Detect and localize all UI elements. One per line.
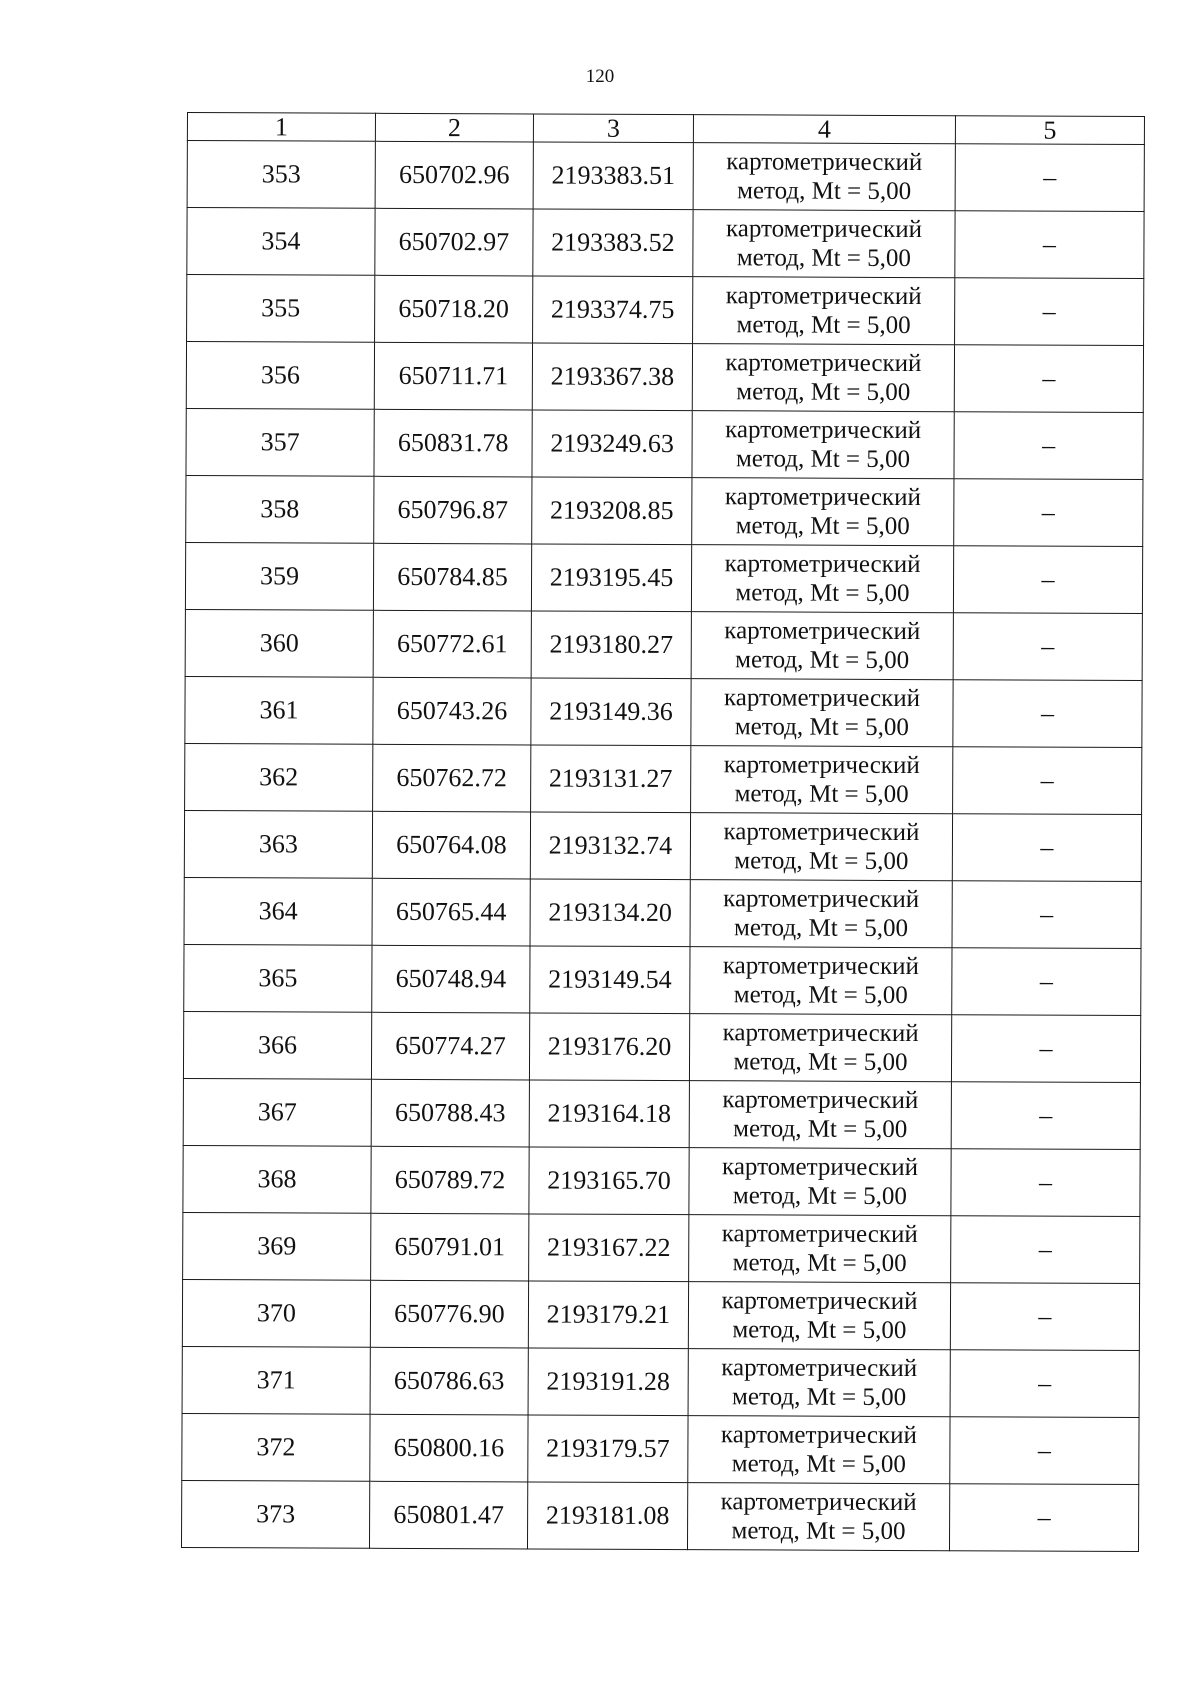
header-cell-4: 4 <box>693 115 955 144</box>
method-cell <box>691 679 953 747</box>
method-cell <box>691 545 953 613</box>
point-number-cell: 371 <box>182 1346 370 1414</box>
method-cell <box>692 344 954 412</box>
point-number-cell: 357 <box>186 408 374 476</box>
header-row <box>187 113 1144 145</box>
y-coordinate-cell: 2193179.21 <box>528 1281 688 1349</box>
method-accuracy-text: метод, Mt = 5,00 <box>733 1115 908 1144</box>
point-number-cell: 366 <box>183 1011 371 1079</box>
method-name-text: картометрический <box>725 349 922 378</box>
y-coordinate-cell: 2193179.57 <box>528 1415 688 1483</box>
point-number-cell: 368 <box>183 1145 371 1213</box>
point-number-cell: 367 <box>183 1078 371 1146</box>
header-cell-3: 3 <box>533 114 693 143</box>
y-coordinate-cell: 2193374.75 <box>533 276 693 344</box>
method-accuracy-text: метод, Mt = 5,00 <box>735 445 911 474</box>
x-coordinate-cell: 650788.43 <box>371 1079 529 1147</box>
page-number: 120 <box>585 66 615 87</box>
x-coordinate-cell: 650776.90 <box>370 1280 528 1348</box>
description-cell: – <box>954 479 1143 547</box>
point-number-cell: 358 <box>186 475 374 543</box>
point-number-cell: 362 <box>185 743 373 811</box>
table-row <box>186 475 1143 546</box>
x-coordinate-cell: 650764.08 <box>372 811 530 879</box>
method-accuracy-text: метод, Mt = 5,00 <box>733 914 909 943</box>
method-cell <box>688 1349 950 1417</box>
point-number-cell: 354 <box>187 208 375 276</box>
x-coordinate-cell: 650784.85 <box>373 543 531 611</box>
method-name-text: картометрический <box>724 617 921 646</box>
table-row <box>182 1413 1139 1484</box>
description-cell: – <box>953 613 1142 681</box>
table-row <box>183 1078 1140 1149</box>
description-cell: – <box>953 680 1142 748</box>
method-name-text: картометрический <box>725 215 923 244</box>
method-accuracy-text: метод, Mt = 5,00 <box>736 378 911 407</box>
x-coordinate-cell: 650702.96 <box>375 141 533 209</box>
x-coordinate-cell: 650796.87 <box>374 476 532 544</box>
method-name-text: картометрический <box>722 952 919 981</box>
method-accuracy-text: метод, Mt = 5,00 <box>734 847 909 876</box>
method-cell <box>693 143 955 211</box>
method-name-text: картометрический <box>726 148 923 177</box>
y-coordinate-cell: 2193131.27 <box>531 745 691 813</box>
description-cell: – <box>955 144 1144 212</box>
method-name-text: картометрический <box>723 885 920 914</box>
x-coordinate-cell: 650748.94 <box>372 945 530 1013</box>
y-coordinate-cell: 2193367.38 <box>532 343 692 411</box>
x-coordinate-cell: 650762.72 <box>373 744 531 812</box>
table-row <box>185 743 1142 814</box>
y-coordinate-cell: 2193383.52 <box>533 209 693 277</box>
method-name-text: картометрический <box>720 1421 918 1450</box>
y-coordinate-cell: 2193149.54 <box>530 946 690 1014</box>
method-accuracy-text: метод, Mt = 5,00 <box>736 311 911 340</box>
method-accuracy-text: метод, Mt = 5,00 <box>733 981 908 1010</box>
description-cell: – <box>951 1015 1140 1083</box>
table-row <box>185 542 1142 613</box>
method-accuracy-text: метод, Mt = 5,00 <box>731 1517 906 1546</box>
header-cell-1: 1 <box>187 113 375 142</box>
method-cell <box>693 210 955 278</box>
method-accuracy-text: метод, Mt = 5,00 <box>735 646 910 675</box>
method-cell <box>690 947 952 1015</box>
table-row <box>183 1145 1140 1216</box>
method-cell <box>691 612 953 680</box>
table-row <box>186 408 1143 479</box>
description-cell: – <box>952 881 1141 949</box>
x-coordinate-cell: 650800.16 <box>370 1414 528 1482</box>
method-accuracy-text: метод, Mt = 5,00 <box>732 1249 907 1278</box>
table-row <box>187 208 1144 279</box>
description-cell: – <box>955 211 1144 279</box>
description-cell: – <box>952 948 1141 1016</box>
y-coordinate-cell: 2193176.20 <box>529 1013 689 1081</box>
method-accuracy-text: метод, Mt = 5,00 <box>732 1383 907 1412</box>
table-body <box>181 141 1144 1552</box>
y-coordinate-cell: 2193167.22 <box>529 1214 689 1282</box>
method-cell <box>692 478 954 546</box>
description-cell: – <box>954 345 1143 413</box>
point-number-cell: 360 <box>185 609 373 677</box>
table-row <box>186 342 1143 413</box>
table-row <box>182 1346 1139 1417</box>
method-cell <box>691 746 953 814</box>
x-coordinate-cell: 650743.26 <box>373 677 531 745</box>
description-cell: – <box>954 412 1143 480</box>
y-coordinate-cell: 2193132.74 <box>530 812 690 880</box>
method-name-text: картометрический <box>723 684 921 713</box>
method-cell <box>692 411 954 479</box>
point-number-cell: 372 <box>182 1413 370 1481</box>
point-number-cell: 359 <box>185 542 373 610</box>
x-coordinate-cell: 650786.63 <box>370 1347 528 1415</box>
table-row <box>187 141 1144 212</box>
coordinates-table <box>181 112 1145 1552</box>
x-coordinate-cell: 650774.27 <box>371 1012 529 1080</box>
x-coordinate-cell: 650702.97 <box>375 208 533 276</box>
description-cell: – <box>950 1283 1139 1351</box>
description-cell: – <box>950 1350 1139 1418</box>
method-name-text: картометрический <box>721 1354 918 1383</box>
method-accuracy-text: метод, Mt = 5,00 <box>736 244 911 273</box>
point-number-cell: 356 <box>186 342 374 410</box>
method-accuracy-text: метод, Mt = 5,00 <box>734 780 909 809</box>
method-name-text: картометрический <box>725 416 922 445</box>
method-cell <box>689 1081 951 1149</box>
y-coordinate-cell: 2193181.08 <box>527 1482 687 1550</box>
method-accuracy-text: метод, Mt = 5,00 <box>733 1048 908 1077</box>
method-cell <box>690 813 952 881</box>
method-name-text: картометрический <box>721 1220 918 1249</box>
y-coordinate-cell: 2193191.28 <box>528 1348 688 1416</box>
description-cell: – <box>951 1216 1140 1284</box>
method-name-text: картометрический <box>722 1019 919 1048</box>
point-number-cell: 373 <box>181 1480 369 1548</box>
x-coordinate-cell: 650765.44 <box>372 878 530 946</box>
table-header <box>187 113 1144 145</box>
x-coordinate-cell: 650801.47 <box>369 1481 527 1549</box>
y-coordinate-cell: 2193208.85 <box>532 477 692 545</box>
table-row <box>185 609 1142 680</box>
method-cell <box>689 1148 951 1216</box>
method-cell <box>688 1282 950 1350</box>
method-name-text: картометрический <box>724 483 921 512</box>
method-accuracy-text: метод, Mt = 5,00 <box>735 579 910 608</box>
description-cell: – <box>951 1149 1140 1217</box>
x-coordinate-cell: 650789.72 <box>371 1146 529 1214</box>
method-name-text: картометрический <box>722 1153 919 1182</box>
y-coordinate-cell: 2193180.27 <box>531 611 691 679</box>
table-row <box>184 944 1141 1015</box>
description-cell: – <box>953 546 1142 614</box>
coordinates-table-container <box>181 112 1145 1552</box>
point-number-cell: 369 <box>183 1212 371 1280</box>
point-number-cell: 361 <box>185 676 373 744</box>
point-number-cell: 365 <box>184 944 372 1012</box>
table-row <box>187 275 1144 346</box>
method-name-text: картометрический <box>721 1287 918 1316</box>
method-cell <box>693 277 955 345</box>
method-accuracy-text: метод, Mt = 5,00 <box>732 1182 908 1211</box>
point-number-cell: 353 <box>187 141 375 209</box>
method-name-text: картометрический <box>723 818 920 847</box>
y-coordinate-cell: 2193383.51 <box>533 142 693 210</box>
method-name-text: картометрический <box>723 751 920 780</box>
table-row <box>185 676 1142 747</box>
y-coordinate-cell: 2193149.36 <box>531 678 691 746</box>
description-cell: – <box>949 1484 1138 1552</box>
table-row <box>182 1279 1139 1350</box>
table-row <box>184 877 1141 948</box>
table-row <box>183 1212 1140 1283</box>
y-coordinate-cell: 2193249.63 <box>532 410 692 478</box>
header-cell-5: 5 <box>955 116 1144 145</box>
method-accuracy-text: метод, Mt = 5,00 <box>732 1316 907 1345</box>
description-cell: – <box>952 814 1141 882</box>
description-cell: – <box>951 1082 1140 1150</box>
method-accuracy-text: метод, Mt = 5,00 <box>734 713 910 742</box>
y-coordinate-cell: 2193195.45 <box>531 544 691 612</box>
description-cell: – <box>955 278 1144 346</box>
table-row <box>181 1480 1138 1551</box>
description-cell: – <box>950 1417 1139 1485</box>
y-coordinate-cell: 2193165.70 <box>529 1147 689 1215</box>
y-coordinate-cell: 2193164.18 <box>529 1080 689 1148</box>
point-number-cell: 355 <box>187 275 375 343</box>
table-row <box>183 1011 1140 1082</box>
method-name-text: картометрический <box>724 550 921 579</box>
method-name-text: картометрический <box>722 1086 919 1115</box>
description-cell: – <box>953 747 1142 815</box>
method-cell <box>689 1215 951 1283</box>
method-cell <box>687 1483 949 1551</box>
y-coordinate-cell: 2193134.20 <box>530 879 690 947</box>
header-cell-2: 2 <box>375 113 533 142</box>
x-coordinate-cell: 650718.20 <box>375 275 533 343</box>
method-cell <box>689 1014 951 1082</box>
x-coordinate-cell: 650831.78 <box>374 409 532 477</box>
point-number-cell: 363 <box>184 810 372 878</box>
point-number-cell: 370 <box>182 1279 370 1347</box>
method-accuracy-text: метод, Mt = 5,00 <box>735 512 910 541</box>
table-row <box>184 810 1141 881</box>
method-accuracy-text: метод, Mt = 5,00 <box>731 1450 906 1479</box>
method-cell <box>690 880 952 948</box>
method-cell <box>688 1416 950 1484</box>
method-accuracy-text: метод, Mt = 5,00 <box>737 177 912 206</box>
point-number-cell: 364 <box>184 877 372 945</box>
x-coordinate-cell: 650791.01 <box>371 1213 529 1281</box>
method-name-text: картометрический <box>720 1488 917 1517</box>
x-coordinate-cell: 650711.71 <box>374 342 532 410</box>
x-coordinate-cell: 650772.61 <box>373 610 531 678</box>
method-name-text: картометрический <box>725 282 922 311</box>
